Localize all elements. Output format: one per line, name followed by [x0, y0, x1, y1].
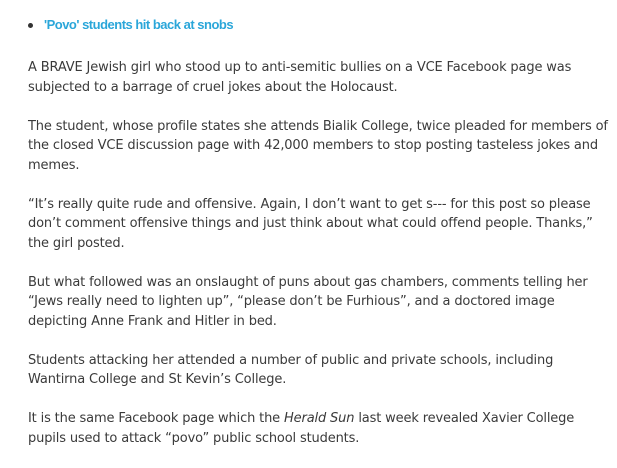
related-links-list [28, 0, 608, 58]
article-paragraph-3: “It’s really quite rude and offensive. Again, I don’t want to get s--- for this post so please don’t comment offensive things and just think about what could offend people. Thanks,” the girl posted. [28, 196, 593, 251]
article-paragraph-1: A BRAVE Jewish girl who stood up to anti-semitic bullies on a VCE Facebook page was subjected to a barrage of cruel jokes about the Holocaust. [28, 60, 572, 95]
article-paragraph-5: Students attacking her attended a number of public and private schools, including Wantirna College and St Kevin’s College. [28, 352, 554, 387]
bullet-icon [28, 23, 33, 28]
article-paragraph-2: The student, whose profile states she attends Bialik College, twice pleaded for members of the closed VCE discussion page with 42,000 members to stop posting tasteless jokes and memes. [28, 118, 608, 173]
paragraph-text-before: It is the same Facebook page which the [28, 411, 285, 426]
publication-name: Herald Sun [284, 411, 355, 426]
article-body [28, 0, 608, 468]
related-link-item [28, 17, 233, 32]
article-paragraph-6 [28, 409, 608, 448]
related-article-link[interactable]: 'Povo' students hit back at snobs [44, 17, 234, 32]
paragraph-text-after: last week revealed Xavier College pupils used to attack “povo” public school students. [28, 411, 575, 446]
article-paragraph-4: But what followed was an onslaught of puns about gas chambers, comments telling her “Jews really need to lighten up”, “please don’t be Furhious”, and a doctored image depicting Anne Frank and Hitler in bed. [28, 274, 588, 329]
